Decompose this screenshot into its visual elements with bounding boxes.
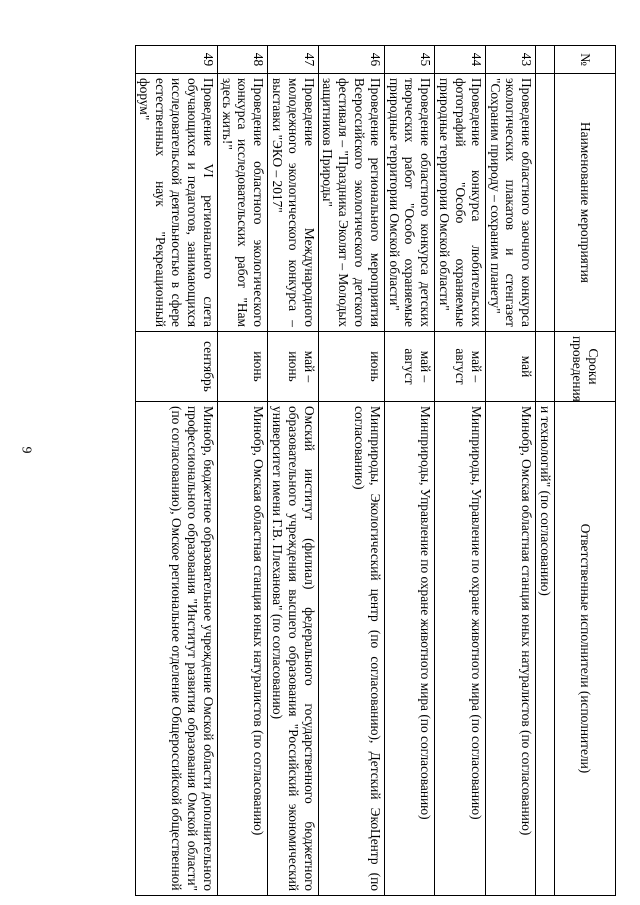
table-row bbox=[384, 46, 434, 896]
row-responsible: Омский институт (филиал) федерального государственного бюджетного образовательного учреждения высшего образования "Российский экономический университет имени Г.В. Плеханова" (по согласованию) bbox=[268, 402, 318, 896]
row-event-name: Проведение VI регионального слета обучающихся и педагогов, занимающихся исследовательской деятельностью в сфере естественных наук "Рекреационный форум" bbox=[135, 74, 217, 332]
row-dates: май – август bbox=[384, 332, 434, 402]
page-number: 9 bbox=[18, 446, 34, 454]
table-row bbox=[318, 46, 384, 896]
row-dates: июнь bbox=[217, 332, 267, 402]
row-number: 44 bbox=[435, 46, 485, 74]
row-dates: сентябрь bbox=[135, 332, 217, 402]
row-responsible: Минприроды, Управление по охране животного мира (по согласованию) bbox=[435, 402, 485, 896]
row-event-name: Проведение регионального мероприятия Всероссийского экологического детского фестиваля – "Праздника Эколят – Молодых защитников Природы" bbox=[318, 74, 384, 332]
row-event-name: Проведение конкурса любительских фотографий "Особо охраняемые природные территории Омской области" bbox=[435, 74, 485, 332]
row-event-name: Проведение областного заочного конкурса экологических плакатов и стенгазет "Сохраним природу – сохраним планету" bbox=[485, 74, 535, 332]
carry-over-text: и технологий" (по согласованию) bbox=[536, 402, 555, 896]
row-event-name: Проведение Международного молодежного экологического конкурса – выставки "ЭКО – 2017" bbox=[268, 74, 318, 332]
row-responsible: Минобр, Омская областная станция юных натуралистов (по согласованию) bbox=[217, 402, 267, 896]
table-row bbox=[435, 46, 485, 896]
header-name: Наименование мероприятия bbox=[555, 74, 616, 332]
table-row bbox=[135, 46, 217, 896]
carry-over-row bbox=[536, 46, 555, 896]
row-dates: май bbox=[485, 332, 535, 402]
row-number: 49 bbox=[135, 46, 217, 74]
row-number: 48 bbox=[217, 46, 267, 74]
table-row bbox=[217, 46, 267, 896]
header-responsible: Ответственные исполнители (исполнители) bbox=[555, 402, 616, 896]
row-event-name: Проведение областного экологического конкурса исследовательских работ "Нам здесь жить!" bbox=[217, 74, 267, 332]
row-number: 47 bbox=[268, 46, 318, 74]
carry-empty-cell bbox=[536, 74, 555, 332]
row-number: 45 bbox=[384, 46, 434, 74]
table-header-row bbox=[555, 46, 616, 896]
row-number: 46 bbox=[318, 46, 384, 74]
carry-empty-cell bbox=[536, 332, 555, 402]
header-dates: Сроки проведения bbox=[555, 332, 616, 402]
row-dates: май – июнь bbox=[268, 332, 318, 402]
carry-empty-cell bbox=[536, 46, 555, 74]
header-number: № bbox=[555, 46, 616, 74]
rotated-page-content bbox=[76, 45, 616, 895]
row-number: 43 bbox=[485, 46, 535, 74]
events-table bbox=[135, 45, 616, 896]
row-dates: май – август bbox=[435, 332, 485, 402]
row-responsible: Минобр, бюджетное образовательное учреждение Омской области дополнительного профессионального образования "Институт развития образования Омской области" (по согласованию), Омское региональное отделение Общероссийской общественной bbox=[135, 402, 217, 896]
table-row bbox=[268, 46, 318, 896]
row-responsible: Минприроды, Управление по охране животного мира (по согласованию) bbox=[384, 402, 434, 896]
row-dates: июнь bbox=[318, 332, 384, 402]
row-responsible: Минприроды, Экологический центр (по согласованию), Детский ЭкоЦентр (по согласованию) bbox=[318, 402, 384, 896]
table-row bbox=[485, 46, 535, 896]
row-event-name: Проведение областного конкурса детских творческих работ "Особо охраняемые природные территории Омской области" bbox=[384, 74, 434, 332]
row-responsible: Минобр, Омская областная станция юных натуралистов (по согласованию) bbox=[485, 402, 535, 896]
